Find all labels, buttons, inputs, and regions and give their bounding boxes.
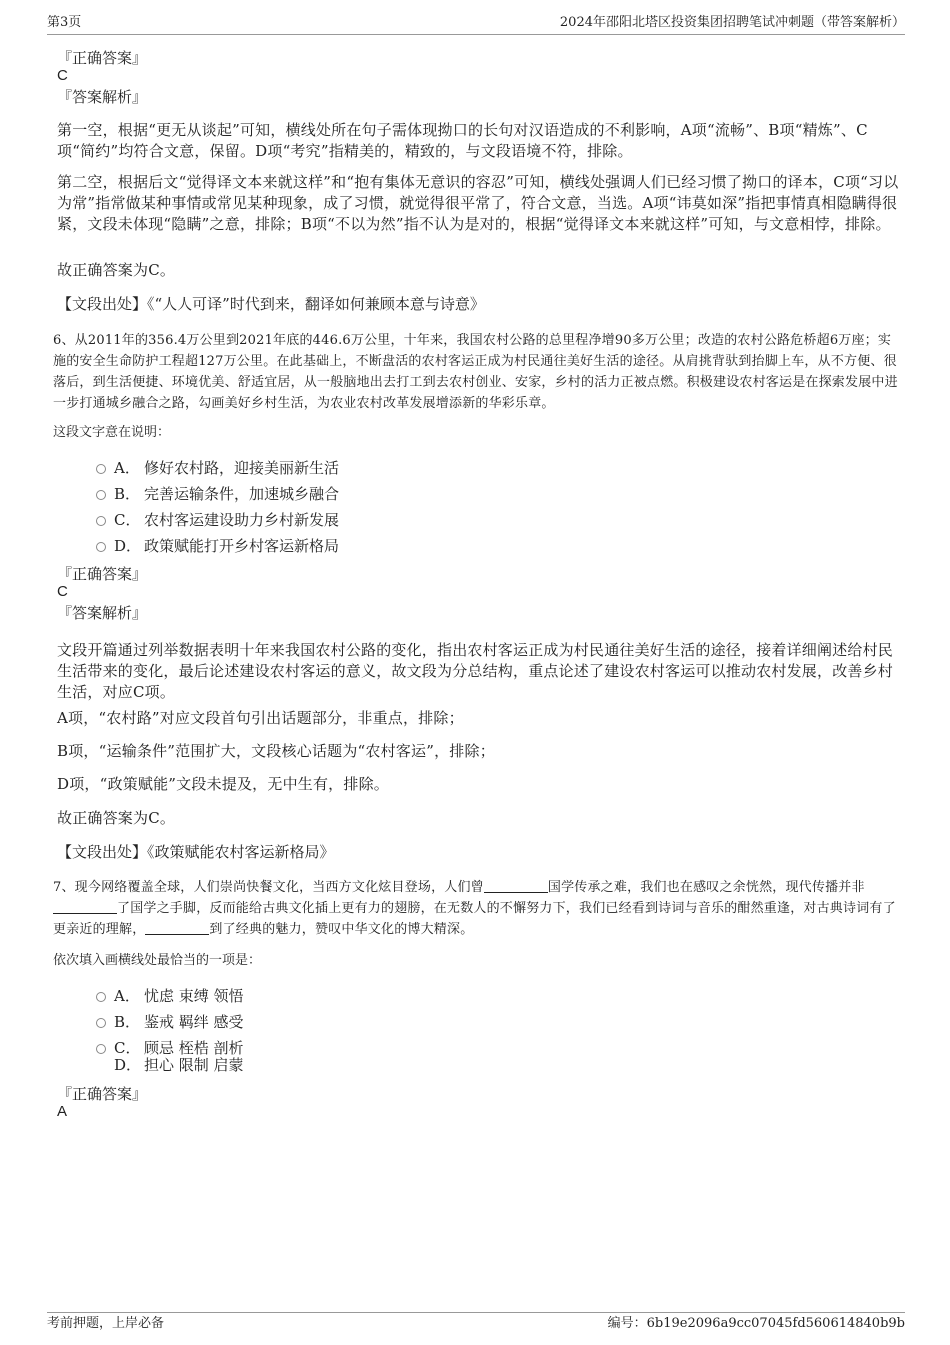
q5-analysis-paragraph: 故正确答案为C。 [57,261,176,279]
q7-prompt: 依次填入画横线处最恰当的一项是： [53,953,262,968]
q6-analysis-paragraph: B项，“运输条件”范围扩大，文段核心话题为“农村客运”，排除； [57,742,495,760]
q5-analysis-paragraph: 第二空，根据后文“觉得译文本来就这样”和“抱有集体无意识的容忍”可知，横线处强调人们已经习惯了拗口的译本，C项“习以为常”指常做某种事情或常见某种现象，成了习惯，就觉得很平常了，符合文意，当选。A项“讳莫如深”指把事情真相隐瞒得很紧，文段未体现“隐瞒”之意，排除；B项“不以为然”指不认为是对的，根据“觉得译文本来就这样”可知，与文意相悖，排除。 [57,173,899,233]
q6-option-b[interactable]: B． 完善运输条件，加速城乡融合 [96,485,339,503]
q6-question-text: 6、从2011年的356.4万公里到2021年底的446.6万公里，十年来，我国农村公路的总里程净增90多万公里；改造的农村公路危桥超6万座；实施的安全生命防护工程超127万公里。在此基础上，不断盘活的农村客运正成为村民通往美好生活的途径。从肩挑背驮到抬脚上车，从不方便、很落后，到生活便捷、环境优美、舒适宜居，从一般脑地出去打工到去农村创业、安家，乡村的活力正被点燃。积极建设农村客运是在探索发展中进一步打通城乡融合之路，勾画美好乡村生活，为农业农村改革发展增添新的华彩乐章。 [53,333,898,411]
q6-option-a[interactable]: A． 修好农村路，迎接美丽新生活 [96,459,339,477]
q6-analysis-paragraph: 故正确答案为C。 [57,809,176,827]
q5-analysis-paragraph: 第一空，根据“更无从谈起”可知，横线处所在句子需体现拗口的长句对汉语造成的不利影响，A项“流畅”、B项“精炼”、C项“简约”均符合文意，保留。D项“考究”指精美的，精致的，与文段语境不符，排除。 [57,121,868,160]
radio-icon[interactable] [96,1044,106,1054]
q6-analysis-paragraph: A项，“农村路”对应文段首句引出话题部分，非重点，排除； [57,709,464,727]
q7-answer: A [57,1103,68,1120]
correct-answer-label: 『正确答案』 [57,565,148,583]
q7-option-d[interactable]: D． 担心 限制 启蒙 [114,1056,244,1074]
q7-option-a[interactable]: A． 忧虑 束缚 领悟 [96,987,244,1005]
q6-source: 【文段出处】《政策赋能农村客运新格局》 [57,843,335,861]
correct-answer-label: 『正确答案』 [57,49,148,67]
document-title: 2024年邵阳北塔区投资集团招聘笔试冲刺题（带答案解析） [559,15,905,30]
document-code: 编号：6b19e2096a9cc07045fd560614840b9b [607,1316,905,1331]
radio-icon[interactable] [96,542,106,552]
fill-blank [484,879,548,893]
radio-icon[interactable] [96,490,106,500]
correct-answer-label: 『正确答案』 [57,1085,148,1103]
radio-icon[interactable] [96,464,106,474]
q7-option-b[interactable]: B． 鉴戒 羁绊 感受 [96,1013,244,1031]
fill-blank [145,921,209,935]
q6-analysis-paragraph: D项，“政策赋能”文段未提及，无中生有，排除。 [57,775,389,793]
footer-slogan: 考前押题，上岸必备 [47,1316,165,1331]
q6-prompt: 这段文字意在说明： [53,425,171,440]
q6-option-d[interactable]: D． 政策赋能打开乡村客运新格局 [96,537,339,555]
radio-icon[interactable] [96,516,106,526]
q7-option-c[interactable]: C． 顾忌 桎梏 剖析 [96,1039,244,1057]
page-number: 第3页 [47,15,82,30]
q6-answer: C [57,583,68,600]
analysis-label: 『答案解析』 [57,604,148,622]
analysis-label: 『答案解析』 [57,88,148,106]
q7-question-text: 7、现今网络覆盖全球，人们崇尚快餐文化，当西方文化炫目登场，人们曾 国学传承之难，我们也在感叹之余恍然，现代传播并非了国学之手脚，反而能给古典文化插上更有力的翅膀，在无数人的不懈努力下，我们已经看到诗词与音乐的酣然重逢，对古典诗词有了更亲近的理解， 到了经典的魅力，赞叹中华文化的博大精深。 [53,880,896,937]
q5-source: 【文段出处】《“人人可译”时代到来，翻译如何兼顾本意与诗意》 [57,295,485,313]
radio-icon[interactable] [96,992,106,1002]
page-footer [47,1312,905,1331]
q6-option-c[interactable]: C． 农村客运建设助力乡村新发展 [96,511,339,529]
radio-icon[interactable] [96,1018,106,1028]
q5-answer: C [57,67,68,84]
page-header [47,14,905,35]
q6-analysis-paragraph: 文段开篇通过列举数据表明十年来我国农村公路的变化，指出农村客运正成为村民通往美好生活的途径，接着详细阐述给村民生活带来的变化，最后论述建设农村客运的意义，故文段为分总结构，重点论述了建设农村客运可以推动农村发展，改善乡村生活，对应C项。 [57,641,894,701]
fill-blank [53,900,117,914]
